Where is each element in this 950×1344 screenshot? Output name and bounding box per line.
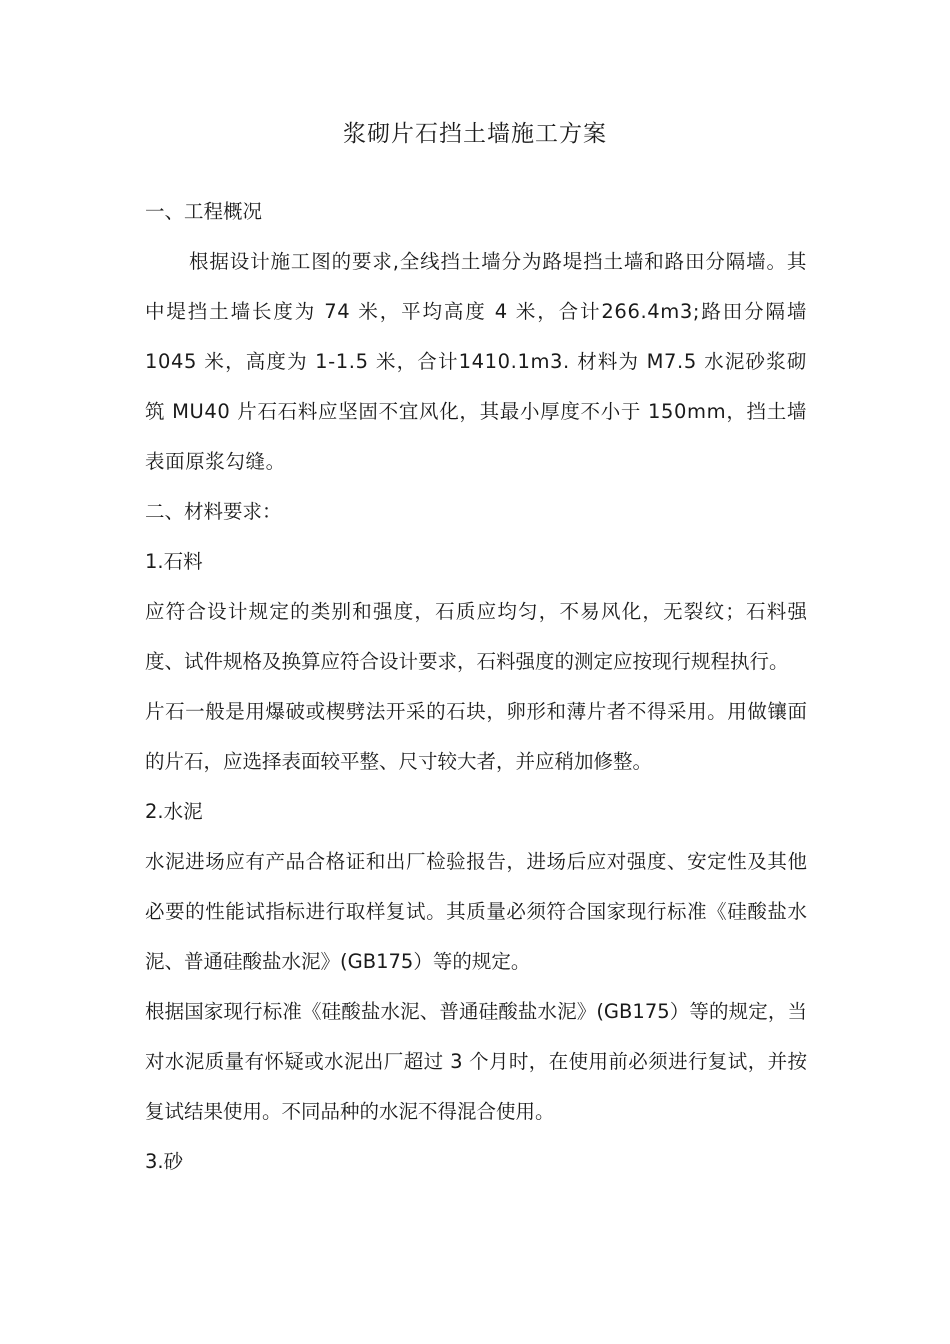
cement-paragraph-2: 根据国家现行标准《硅酸盐水泥、普通硅酸盐水泥》(GB175）等的规定，当对水泥质量有怀疑或水泥出厂超过 3 个月时，在使用前必须进行复试，并按复试结果使用。不同品种的水泥不得混合使用。 — [145, 1000, 807, 1123]
cement-paragraph-1: 水泥进场应有产品合格证和出厂检验报告，进场后应对强度、安定性及其他必要的性能试指标进行取样复试。其质量必须符合国家现行标准《硅酸盐水泥、普通硅酸盐水泥》(GB175）等的规定。 — [145, 850, 807, 973]
document-body — [145, 187, 807, 1187]
subheading-cement: 2.水泥 — [145, 800, 203, 823]
document-title: 浆砌片石挡土墙施工方案 — [343, 121, 607, 147]
overview-paragraph: 根据设计施工图的要求,全线挡土墙分为路堤挡土墙和路田分隔墙。其中堤挡土墙长度为 74 米，平均高度 4 米，合计266.4m3;路田分隔墙 1045 米，高度为 1-1.5 米，合计1410.1m3. 材料为 M7.5 水泥砂浆砌筑 MU40 片石石料应坚固不宜风化，其最小厚度不小于 150mm，挡土墙表面原浆勾缝。 — [145, 250, 807, 473]
subheading-sand: 3.砂 — [145, 1150, 184, 1173]
stone-paragraph-2: 片石一般是用爆破或楔劈法开采的石块，卵形和薄片者不得采用。用做镶面的片石，应选择表面较平整、尺寸较大者，并应稍加修整。 — [145, 700, 807, 773]
stone-paragraph-1: 应符合设计规定的类别和强度，石质应均匀，不易风化，无裂纹；石料强度、试件规格及换算应符合设计要求，石料强度的测定应按现行规程执行。 — [145, 600, 807, 673]
section-heading-materials: 二、材料要求： — [145, 500, 282, 523]
subheading-stone: 1.石料 — [145, 550, 203, 573]
section-heading-overview: 一、工程概况 — [145, 200, 263, 223]
